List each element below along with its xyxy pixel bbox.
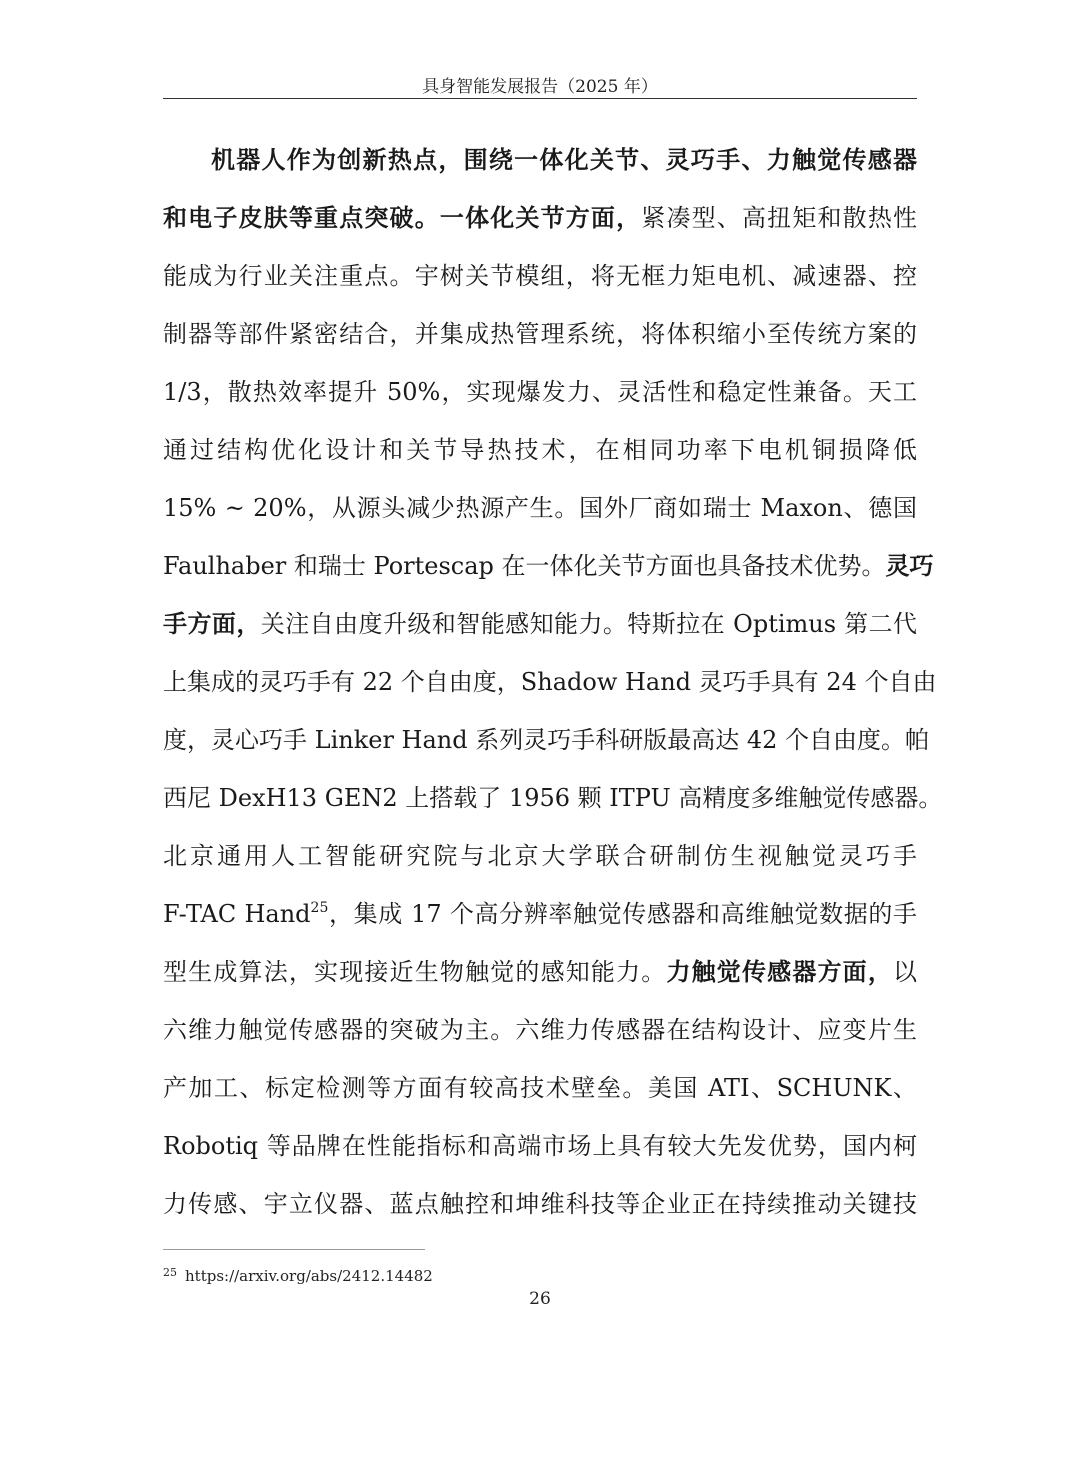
text-segment: 通过结构优化设计和关节导热技术，在相同功率下电机铜损降低 [163,436,917,464]
text-line [163,769,943,827]
text-segment: 关注自由度升级和智能感知能力。特斯拉在 Optimus 第二代 [260,610,918,638]
text-segment: 1/3，散热效率提升 50%，实现爆发力、灵活性和稳定性兼备。天工 [163,378,917,406]
header-rule [163,98,917,99]
running-header: 具身智能发展报告（2025 年） [422,77,658,97]
footnote-link-text[interactable]: https://arxiv.org/abs/2412.14482 [185,1267,433,1285]
text-segment: 以 [893,958,918,986]
text-segment: 西尼 DexH13 GEN2 上搭载了 1956 颗 ITPU 高精度多维触觉传感器。 [163,784,943,812]
footnote-reference[interactable]: 25 [310,900,329,916]
text-segment: ，集成 17 个高分辨率触觉传感器和高维触觉数据的手 [328,900,918,928]
text-line [163,885,917,943]
text-line [163,827,917,885]
text-segment: 上集成的灵巧手有 22 个自由度，Shadow Hand 灵巧手具有 24 个自由 [163,668,937,696]
bold-text-segment: 和电子皮肤等重点突破。一体化关节方面， [163,204,642,232]
text-segment: 力传感、宇立仪器、蓝点触控和坤维科技等企业正在持续推动关键技 [163,1190,917,1218]
text-segment: 北京通用人工智能研究院与北京大学联合研制仿生视触觉灵巧手 [163,842,917,870]
text-line [163,1175,917,1233]
text-segment: 产加工、标定检测等方面有较高技术壁垒。美国 ATI、SCHUNK、 [163,1074,917,1102]
text-line [163,1117,917,1175]
bold-text-segment: 灵巧 [885,552,934,580]
text-line [163,711,930,769]
text-segment: Robotiq 等品牌在性能指标和高端市场上具有较大先发优势，国内柯 [163,1132,917,1160]
text-line [163,479,917,537]
page-number: 26 [529,1289,551,1309]
text-segment: Faulhaber 和瑞士 Portescap 在一体化关节方面也具备技术优势。 [163,552,886,580]
text-line [163,421,917,479]
text-line [163,537,934,595]
body-paragraph [163,131,943,1233]
text-segment: 型生成算法，实现接近生物触觉的感知能力。 [163,958,667,986]
text-line [163,595,917,653]
text-segment: 紧凑型、高扭矩和散热性 [641,204,918,232]
text-segment: F-TAC Hand [163,900,311,928]
text-line [163,363,917,421]
text-segment: 能成为行业关注重点。宇树关节模组，将无框力矩电机、减速器、控 [163,262,917,290]
text-line [163,653,937,711]
bold-text-segment: 手方面， [163,610,261,638]
text-line [163,305,917,363]
text-segment: 六维力触觉传感器的突破为主。六维力传感器在结构设计、应变片生 [163,1016,917,1044]
text-segment: 制器等部件紧密结合，并集成热管理系统，将体积缩小至传统方案的 [163,320,917,348]
bold-text-segment: 力触觉传感器方面， [666,958,894,986]
text-line [163,131,917,189]
text-line [163,943,917,1001]
footnote-marker: 25 [163,1266,177,1279]
text-line [163,1001,917,1059]
bold-text-segment: 机器人作为创新热点，围绕一体化关节、灵巧手、力触觉传感器 [211,146,917,174]
text-line [163,189,917,247]
text-line [163,247,917,305]
text-segment: 15% ~ 20%，从源头减少热源产生。国外厂商如瑞士 Maxon、德国 [163,494,917,522]
text-line [163,1059,917,1117]
footnote-rule [163,1249,425,1250]
footnote [163,1265,433,1287]
text-segment: 度，灵心巧手 Linker Hand 系列灵巧手科研版最高达 42 个自由度。帕 [163,726,930,754]
